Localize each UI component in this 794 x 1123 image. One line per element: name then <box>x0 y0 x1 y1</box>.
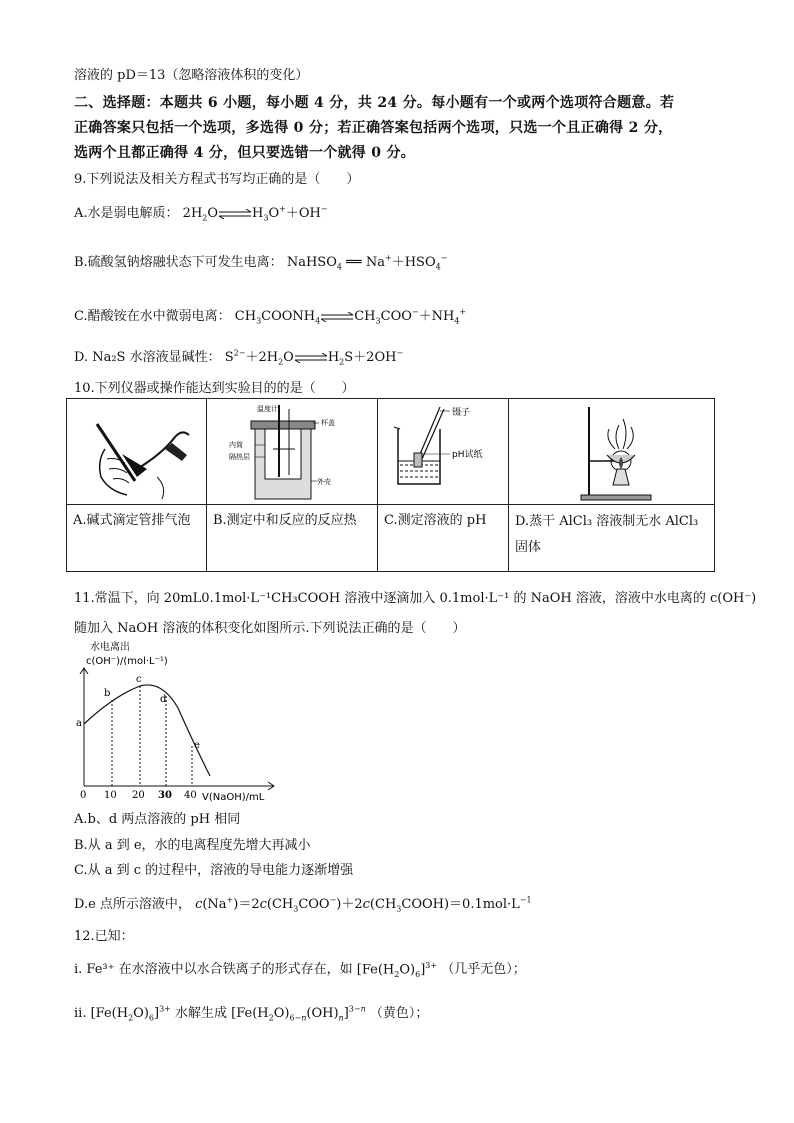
q9-option-b-equation: NaHSO$_4$ ══ $Na^++HSO_4^-$ <box>286 253 448 272</box>
point-a: a <box>76 718 82 729</box>
q9-option-a-equation: $2H_2O$ $H_3O^++OH^-$ <box>182 204 328 223</box>
q12-stem: 12.已知： <box>74 929 134 944</box>
graph-y-label: c(OH⁻)/(mol·L⁻¹) <box>86 656 168 667</box>
q10-option-d[interactable] <box>509 505 715 572</box>
point-d: d <box>160 694 167 705</box>
ph-paper-image <box>378 399 508 504</box>
q11-option-b[interactable]: B.从 a 到 e，水的电离程度先增大再减小 <box>74 838 311 853</box>
q9-stem: 9.下列说法及相关方程式书写均正确的是（ ） <box>74 172 360 187</box>
section2-line2: 正确答案只包括一个选项，多选得 0 分；若正确答案包括两个选项，只选一个且正确得 2 分， <box>74 120 673 136</box>
q11-option-a[interactable]: A.b、d 两点溶液的 pH 相同 <box>74 812 241 827</box>
q12-item-i-formula: $[Fe(H_2O)_6]^{3+}$ <box>356 960 438 979</box>
point-e: e <box>194 740 200 751</box>
q9-option-a[interactable] <box>74 202 328 223</box>
point-b: b <box>104 688 111 699</box>
tick-0: 0 <box>80 790 87 801</box>
q9-option-b-label: B.硫酸氢钠熔融状态下可发生电离： <box>74 255 283 270</box>
q12-item-i <box>74 958 526 979</box>
label-insulation: 隔热层 <box>229 453 250 461</box>
reversible-arrow-icon <box>294 353 328 363</box>
section2-line3: 选两个且都正确得 4 分，但只要选错一个就得 0 分。 <box>74 145 416 161</box>
q10-option-c-label: C.测定溶液的 pH <box>384 513 487 528</box>
q10-image-c[interactable] <box>378 399 509 505</box>
reversible-arrow-icon <box>218 209 252 219</box>
q11-graph <box>74 638 294 806</box>
calorimeter-image <box>207 399 377 504</box>
q9-option-d-equation: $S^{2-}+2H_2O$ $H_2S+2OH^-$ <box>224 348 404 367</box>
q11-option-c[interactable]: C.从 a 到 c 的过程中，溶液的导电能力逐渐增强 <box>74 863 354 878</box>
label-ph-paper: pH试纸 <box>452 450 483 460</box>
label-tweezers: 镊子 <box>452 408 471 418</box>
q9-option-d-label: D. Na₂S 水溶液显碱性： <box>74 350 221 365</box>
label-lid: 杯盖 <box>321 419 335 427</box>
q9-option-c-label: C.醋酸铵在水中微弱电离： <box>74 309 231 324</box>
tick-40: 40 <box>184 790 197 801</box>
graph-curve <box>84 685 210 776</box>
pd-line: 溶液的 pD＝13（忽略溶液体积的变化） <box>74 68 309 83</box>
q11-stem-line1: 11.常温下，向 20mL0.1mol·L⁻¹CH₃COOH 溶液中逐滴加入 0.1mol·L⁻¹ 的 NaOH 溶液，溶液中水电离的 c(OH⁻) <box>74 591 757 606</box>
q9-option-c-equation: $CH_3COONH_4$ $CH_3COO^-+NH_4^+$ <box>234 307 467 326</box>
q11-option-d[interactable] <box>74 893 532 914</box>
label-thermometer: 温度计 <box>257 405 278 413</box>
q11-option-d-equation: $c(Na^+)=2c(CH_3COO^-)+2c(CH_3COOH)=0.1mol\cdot L^{-1}$ <box>195 895 532 914</box>
tick-10: 10 <box>104 790 117 801</box>
q9-option-b[interactable] <box>74 251 447 272</box>
graph-x-label: V(NaOH)/mL <box>202 792 265 803</box>
q10-options-table <box>66 398 715 572</box>
q10-option-b[interactable] <box>207 505 378 572</box>
point-c: c <box>136 674 142 685</box>
q9-option-d[interactable] <box>74 346 403 367</box>
q12-item-ii-suffix: （黄色）； <box>369 1006 429 1021</box>
q12-item-i-suffix: （几乎无色）； <box>441 962 526 977</box>
label-shell: 外壳 <box>317 478 331 486</box>
q9-option-c[interactable] <box>74 305 466 326</box>
tick-20: 20 <box>132 790 145 801</box>
q10-image-a[interactable] <box>67 399 207 505</box>
q10-stem: 10.下列仪器或操作能达到实验目的的是（ ） <box>74 381 355 396</box>
q12-item-i-prefix: i. Fe³⁺ 在水溶液中以水合铁离子的形式存在，如 <box>74 962 353 977</box>
q12-item-ii-formula: ii. $[Fe(H_2O)_6]^{3+}$ 水解生成 $[Fe(H_2O)_{6-n}(OH)_n]^{3-n}$ <box>74 1004 366 1023</box>
label-inner: 内筒 <box>229 441 243 449</box>
q9-option-a-label: A.水是弱电解质： <box>74 206 179 221</box>
q10-image-b[interactable] <box>207 399 378 505</box>
q10-option-a[interactable] <box>67 505 207 572</box>
tick-30: 30 <box>158 790 172 801</box>
evaporation-image <box>509 399 714 504</box>
q10-option-a-label: A.碱式滴定管排气泡 <box>73 513 191 528</box>
section2-line1: 二、选择题：本题共 6 小题，每小题 4 分，共 24 分。每小题有一个或两个选项符合题意。若 <box>74 95 675 111</box>
graph-y-title: 水电离出 <box>90 642 130 653</box>
q10-option-b-label: B.测定中和反应的反应热 <box>213 513 357 528</box>
q11-stem-line2: 随加入 NaOH 溶液的体积变化如图所示.下列说法正确的是（ ） <box>74 621 466 636</box>
q10-option-d-label: D.蒸干 AlCl₃ 溶液制无水 AlCl₃ 固体 <box>515 514 699 555</box>
q10-image-d[interactable] <box>509 399 715 505</box>
reversible-arrow-icon <box>320 312 354 322</box>
q11-option-d-label: D.e 点所示溶液中， <box>74 897 191 912</box>
q10-option-c[interactable] <box>378 505 509 572</box>
burette-bubble-image <box>67 399 206 504</box>
q12-item-ii <box>74 1002 428 1023</box>
